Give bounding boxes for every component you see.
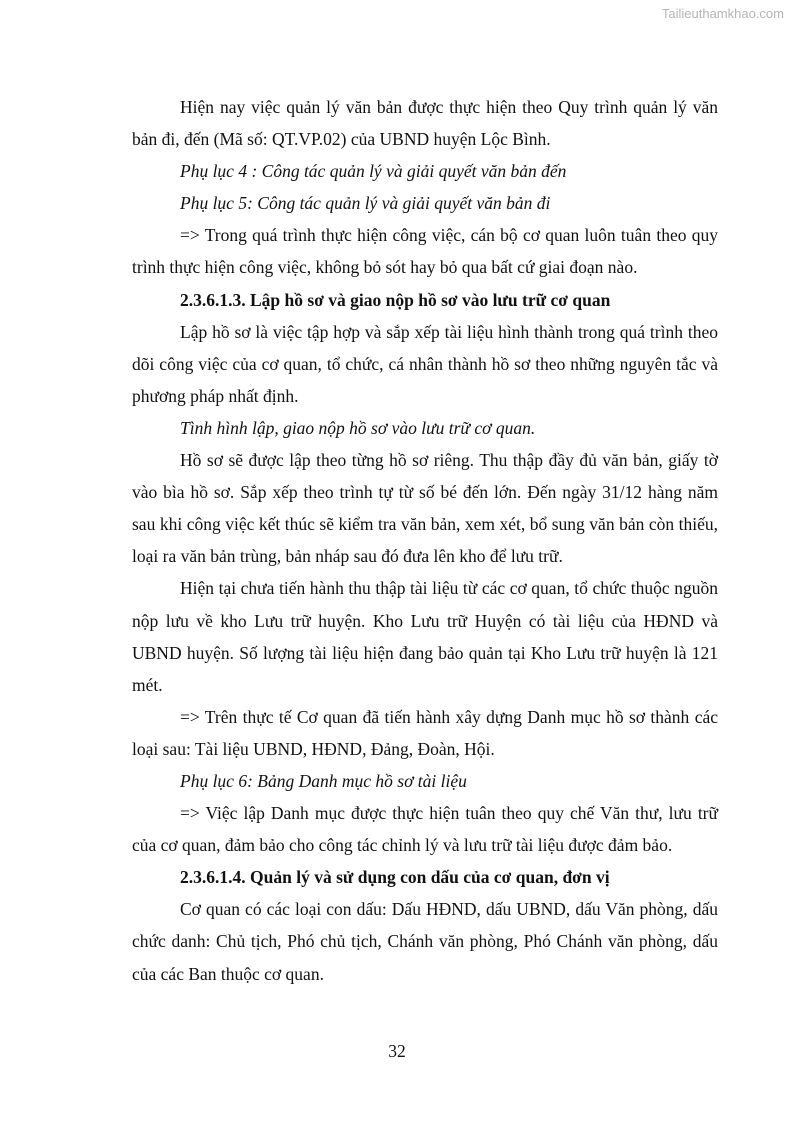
section-heading-2-3-6-1-4: 2.3.6.1.4. Quản lý và sử dụng con dấu của cơ quan, đơn vị (180, 867, 610, 888)
paragraph-catalog-conclusion: => Việc lập Danh mục được thực hiện tuân theo quy chế Văn thư, lưu trữ của cơ quan, đảm bảo cho công tác chỉnh lý và lưu trữ tài liệu được đảm bảo. (132, 803, 718, 856)
page-number: 32 (388, 1041, 406, 1061)
appendix-6-reference: Phụ lục 6: Bảng Danh mục hồ sơ tài liệu (180, 770, 467, 791)
appendix-4-reference: Phụ lục 4 : Công tác quản lý và giải quyết văn bản đến (180, 161, 567, 182)
document-body (132, 91, 718, 990)
paragraph-process-conclusion: => Trong quá trình thực hiện công việc, cán bộ cơ quan luôn tuân theo quy trình thực hiện công việc, không bỏ sót hay bỏ qua bất cứ giai đoạn nào. (132, 225, 718, 278)
watermark: Tailieuthamkhao.com (661, 6, 784, 21)
paragraph-process-intro: Hiện nay việc quản lý văn bản được thực hiện theo Quy trình quản lý văn bản đi, đến (Mã số: QT.VP.02) của UBND huyện Lộc Bình. (132, 97, 718, 150)
section-heading-2-3-6-1-3: 2.3.6.1.3. Lập hồ sơ và giao nộp hồ sơ vào lưu trữ cơ quan (180, 289, 611, 310)
paragraph-catalog-types: => Trên thực tế Cơ quan đã tiến hành xây dựng Danh mục hồ sơ thành các loại sau: Tài liệu UBND, HĐND, Đảng, Đoàn, Hội. (132, 706, 718, 759)
appendix-5-reference: Phụ lục 5: Công tác quản lý và giải quyết văn bản đi (180, 193, 551, 214)
paragraph-record-procedure: Hồ sơ sẽ được lập theo từng hồ sơ riêng. Thu thập đầy đủ văn bản, giấy tờ vào bìa hồ sơ. Sắp xếp theo trình tự từ số bé đến lớn. Đến ngày 31/12 hàng năm sau khi công việc kết thúc sẽ kiểm tra văn bản, xem xét, bổ sung văn bản còn thiếu, loại ra văn bản trùng, bản nháp sau đó đưa lên kho để lưu trữ. (132, 450, 718, 567)
paragraph-seal-types: Cơ quan có các loại con dấu: Dấu HĐND, dấu UBND, dấu Văn phòng, dấu chức danh: Chủ tịch, Phó chủ tịch, Chánh văn phòng, Phó Chánh văn phòng, dấu của các Ban thuộc cơ quan. (132, 899, 718, 984)
subheading-record-status: Tình hình lập, giao nộp hồ sơ vào lưu trữ cơ quan. (180, 417, 536, 438)
paragraph-archive-status: Hiện tại chưa tiến hành thu thập tài liệu từ các cơ quan, tổ chức thuộc nguồn nộp lưu về kho Lưu trữ huyện. Kho Lưu trữ Huyện có tài liệu của HĐND và UBND huyện. Số lượng tài liệu hiện đang bảo quản tại Kho Lưu trữ huyện là 121 mét. (132, 578, 718, 695)
paragraph-record-definition: Lập hồ sơ là việc tập hợp và sắp xếp tài liệu hình thành trong quá trình theo dõi công việc của cơ quan, tổ chức, cá nhân thành hồ sơ theo những nguyên tắc và phương pháp nhất định. (132, 321, 718, 406)
